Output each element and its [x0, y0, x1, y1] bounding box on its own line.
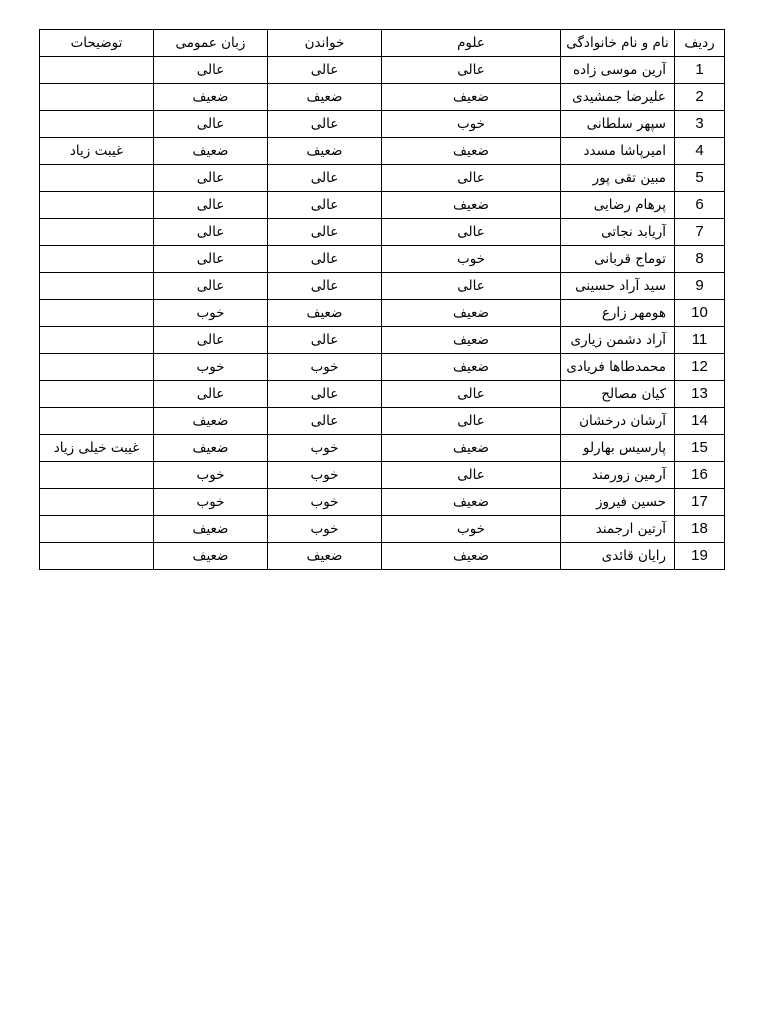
table-row	[40, 84, 725, 111]
science-grade: عالی	[382, 273, 561, 300]
row-number: 13	[675, 381, 725, 408]
reading-grade: خوب	[268, 354, 382, 381]
row-number: 14	[675, 408, 725, 435]
reading-grade: عالی	[268, 111, 382, 138]
notes-cell	[40, 246, 154, 273]
science-grade: ضعیف	[382, 435, 561, 462]
header-name: نام و نام خانوادگی	[561, 30, 675, 57]
student-name: امیرپاشا مسدد	[561, 138, 675, 165]
reading-grade: عالی	[268, 408, 382, 435]
table-row	[40, 381, 725, 408]
language-grade: خوب	[154, 489, 268, 516]
table-row	[40, 408, 725, 435]
notes-cell	[40, 543, 154, 570]
notes-cell	[40, 408, 154, 435]
reading-grade: ضعیف	[268, 543, 382, 570]
language-grade: ضعیف	[154, 435, 268, 462]
language-grade: ضعیف	[154, 516, 268, 543]
science-grade: ضعیف	[382, 300, 561, 327]
reading-grade: عالی	[268, 273, 382, 300]
science-grade: عالی	[382, 381, 561, 408]
reading-grade: ضعیف	[268, 138, 382, 165]
notes-cell: غیبت زیاد	[40, 138, 154, 165]
language-grade: عالی	[154, 381, 268, 408]
reading-grade: عالی	[268, 165, 382, 192]
science-grade: ضعیف	[382, 543, 561, 570]
table-row	[40, 327, 725, 354]
notes-cell	[40, 273, 154, 300]
row-number: 5	[675, 165, 725, 192]
student-name: آراد دشمن زیاری	[561, 327, 675, 354]
table-row	[40, 165, 725, 192]
notes-cell	[40, 354, 154, 381]
notes-cell	[40, 165, 154, 192]
student-name: کیان مصالح	[561, 381, 675, 408]
table-row	[40, 489, 725, 516]
row-number: 2	[675, 84, 725, 111]
notes-cell: غیبت خیلی زیاد	[40, 435, 154, 462]
table-row	[40, 273, 725, 300]
reading-grade: ضعیف	[268, 84, 382, 111]
science-grade: ضعیف	[382, 84, 561, 111]
student-name: حسین فیروز	[561, 489, 675, 516]
notes-cell	[40, 381, 154, 408]
row-number: 1	[675, 57, 725, 84]
notes-cell	[40, 489, 154, 516]
row-number: 4	[675, 138, 725, 165]
row-number: 17	[675, 489, 725, 516]
header-reading: خواندن	[268, 30, 382, 57]
grades-table	[39, 29, 725, 570]
row-number: 16	[675, 462, 725, 489]
language-grade: عالی	[154, 165, 268, 192]
student-name: آرین موسی زاده	[561, 57, 675, 84]
language-grade: عالی	[154, 327, 268, 354]
student-name: محمدطاها فریادی	[561, 354, 675, 381]
science-grade: ضعیف	[382, 327, 561, 354]
reading-grade: عالی	[268, 246, 382, 273]
student-name: مبین تقی پور	[561, 165, 675, 192]
table-row	[40, 462, 725, 489]
language-grade: ضعیف	[154, 408, 268, 435]
science-grade: خوب	[382, 516, 561, 543]
language-grade: ضعیف	[154, 138, 268, 165]
language-grade: عالی	[154, 57, 268, 84]
student-name: آرمین زورمند	[561, 462, 675, 489]
science-grade: ضعیف	[382, 489, 561, 516]
notes-cell	[40, 192, 154, 219]
reading-grade: خوب	[268, 516, 382, 543]
table-row	[40, 354, 725, 381]
table-row	[40, 435, 725, 462]
row-number: 9	[675, 273, 725, 300]
science-grade: عالی	[382, 219, 561, 246]
language-grade: خوب	[154, 300, 268, 327]
science-grade: عالی	[382, 57, 561, 84]
science-grade: عالی	[382, 462, 561, 489]
reading-grade: عالی	[268, 219, 382, 246]
student-name: آرتین ارجمند	[561, 516, 675, 543]
header-row	[40, 30, 725, 57]
row-number: 18	[675, 516, 725, 543]
reading-grade: عالی	[268, 192, 382, 219]
reading-grade: ضعیف	[268, 300, 382, 327]
student-name: رایان قائدی	[561, 543, 675, 570]
student-name: علیرضا جمشیدی	[561, 84, 675, 111]
student-name: پارسیس بهارلو	[561, 435, 675, 462]
notes-cell	[40, 84, 154, 111]
student-name: پرهام رضایی	[561, 192, 675, 219]
reading-grade: خوب	[268, 489, 382, 516]
language-grade: عالی	[154, 219, 268, 246]
reading-grade: عالی	[268, 327, 382, 354]
row-number: 11	[675, 327, 725, 354]
notes-cell	[40, 516, 154, 543]
notes-cell	[40, 111, 154, 138]
language-grade: عالی	[154, 111, 268, 138]
row-number: 15	[675, 435, 725, 462]
reading-grade: عالی	[268, 381, 382, 408]
table-row	[40, 300, 725, 327]
table-row	[40, 57, 725, 84]
science-grade: ضعیف	[382, 192, 561, 219]
table-row	[40, 543, 725, 570]
table-row	[40, 138, 725, 165]
header-row-number: ردیف	[675, 30, 725, 57]
language-grade: خوب	[154, 462, 268, 489]
language-grade: عالی	[154, 246, 268, 273]
language-grade: عالی	[154, 273, 268, 300]
row-number: 6	[675, 192, 725, 219]
table-row	[40, 111, 725, 138]
table-row	[40, 192, 725, 219]
reading-grade: خوب	[268, 462, 382, 489]
student-name: توماج قربانی	[561, 246, 675, 273]
science-grade: خوب	[382, 111, 561, 138]
language-grade: عالی	[154, 192, 268, 219]
student-name: سپهر سلطانی	[561, 111, 675, 138]
notes-cell	[40, 300, 154, 327]
row-number: 7	[675, 219, 725, 246]
student-name: هومهر زارع	[561, 300, 675, 327]
row-number: 8	[675, 246, 725, 273]
row-number: 3	[675, 111, 725, 138]
notes-cell	[40, 57, 154, 84]
table-row	[40, 246, 725, 273]
reading-grade: عالی	[268, 57, 382, 84]
language-grade: ضعیف	[154, 543, 268, 570]
language-grade: ضعیف	[154, 84, 268, 111]
science-grade: ضعیف	[382, 138, 561, 165]
student-name: سید آراد حسینی	[561, 273, 675, 300]
table-row	[40, 219, 725, 246]
science-grade: ضعیف	[382, 354, 561, 381]
student-name: آرشان درخشان	[561, 408, 675, 435]
notes-cell	[40, 462, 154, 489]
header-notes: توضیحات	[40, 30, 154, 57]
reading-grade: خوب	[268, 435, 382, 462]
header-language: زبان عمومی	[154, 30, 268, 57]
row-number: 12	[675, 354, 725, 381]
row-number: 10	[675, 300, 725, 327]
language-grade: خوب	[154, 354, 268, 381]
student-name: آریابد نجاتی	[561, 219, 675, 246]
notes-cell	[40, 219, 154, 246]
science-grade: عالی	[382, 165, 561, 192]
header-science: علوم	[382, 30, 561, 57]
science-grade: خوب	[382, 246, 561, 273]
science-grade: عالی	[382, 408, 561, 435]
row-number: 19	[675, 543, 725, 570]
notes-cell	[40, 327, 154, 354]
table-row	[40, 516, 725, 543]
